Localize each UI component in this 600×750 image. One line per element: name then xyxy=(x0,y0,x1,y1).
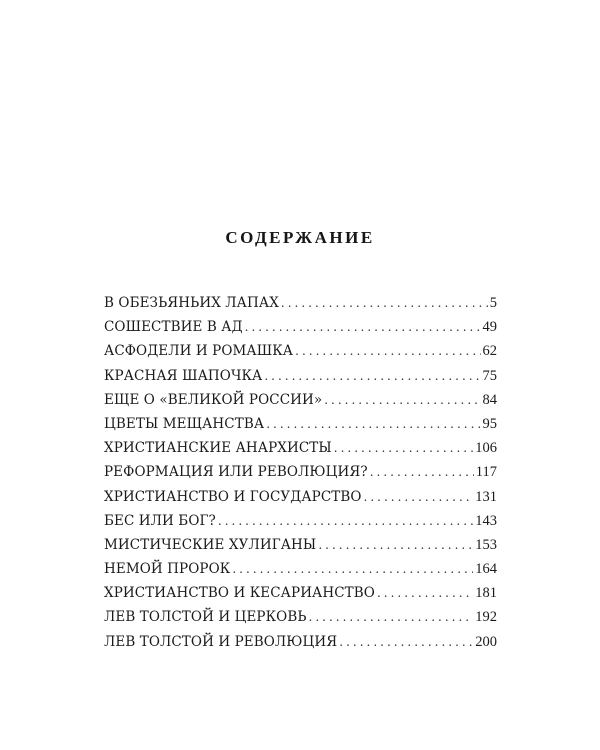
toc-entry-page-number: 106 xyxy=(475,440,497,457)
dot-leader xyxy=(364,485,474,509)
toc-entry[interactable] xyxy=(104,339,497,363)
toc-entry[interactable] xyxy=(104,412,497,436)
toc-entry-title: В ОБЕЗЬЯНЬИХ ЛАПАХ xyxy=(104,295,279,311)
toc-entry-page-number: 143 xyxy=(475,512,497,529)
toc-entry-page-number: 192 xyxy=(475,609,497,626)
toc-list xyxy=(104,291,497,654)
toc-entry-title: АСФОДЕЛИ И РОМАШКА xyxy=(104,343,294,360)
dot-leader xyxy=(370,460,474,484)
toc-entry-title: ЦВЕТЫ МЕЩАНСТВА xyxy=(104,415,265,432)
toc-entry[interactable] xyxy=(104,605,497,629)
toc-entry[interactable] xyxy=(104,509,497,533)
toc-entry[interactable] xyxy=(104,436,497,460)
toc-entry-page-number: 95 xyxy=(482,415,497,432)
toc-entry[interactable] xyxy=(104,630,497,654)
toc-entry-title: ЕЩЕ О «ВЕЛИКОЙ РОССИИ» xyxy=(104,391,323,408)
toc-entry[interactable] xyxy=(104,315,497,339)
toc-entry-title: ЛЕВ ТОЛСТОЙ И ЦЕРКОВЬ xyxy=(104,609,307,626)
toc-heading: СОДЕРЖАНИЕ xyxy=(225,228,375,247)
toc-entry-page-number: 131 xyxy=(475,488,497,505)
toc-entry-page-number: 62 xyxy=(482,343,497,360)
toc-entry-title: МИСТИЧЕСКИЕ ХУЛИГАНЫ xyxy=(104,536,317,553)
dot-leader xyxy=(324,388,480,412)
toc-entry-page-number: 84 xyxy=(482,391,497,408)
toc-entry-title: ХРИСТИАНСТВО И КЕСАРИАНСТВО xyxy=(104,585,375,602)
toc-entry[interactable] xyxy=(104,581,497,605)
toc-entry-page-number: 200 xyxy=(475,633,497,650)
toc-entry-title: СОШЕСТВИЕ В АД xyxy=(104,319,243,336)
dot-leader xyxy=(232,557,473,581)
toc-entry-page-number: 153 xyxy=(475,536,497,553)
toc-entry-title: ХРИСТИАНСТВО И ГОСУДАРСТВО xyxy=(104,488,362,505)
toc-entry-page-number: 75 xyxy=(482,367,497,384)
toc-entry-page-number: 164 xyxy=(475,561,497,578)
dot-leader xyxy=(295,339,480,363)
toc-entry[interactable] xyxy=(104,291,497,315)
dot-leader xyxy=(339,630,473,654)
dot-leader xyxy=(309,605,474,629)
toc-entry-title: КРАСНАЯ ШАПОЧКА xyxy=(104,367,263,384)
toc-entry[interactable] xyxy=(104,364,497,388)
toc-entry-title: БЕС ИЛИ БОГ? xyxy=(104,512,216,529)
toc-entry-title: ХРИСТИАНСКИЕ АНАРХИСТЫ xyxy=(104,440,332,457)
toc-entry-page-number: 49 xyxy=(482,319,497,336)
dot-leader xyxy=(245,315,481,339)
toc-entry[interactable] xyxy=(104,533,497,557)
dot-leader xyxy=(334,436,473,460)
toc-entry[interactable] xyxy=(104,557,497,581)
dot-leader xyxy=(264,364,480,388)
dot-leader xyxy=(318,533,473,557)
dot-leader xyxy=(281,291,488,315)
toc-entry[interactable] xyxy=(104,460,497,484)
toc-entry-page-number: 117 xyxy=(475,464,497,481)
toc-entry[interactable] xyxy=(104,388,497,412)
toc-entry[interactable] xyxy=(104,485,497,509)
toc-entry-page-number: 181 xyxy=(475,585,497,602)
toc-entry-title: РЕФОРМАЦИЯ ИЛИ РЕВОЛЮЦИЯ? xyxy=(104,464,368,481)
dot-leader xyxy=(377,581,473,605)
toc-entry-title: ЛЕВ ТОЛСТОЙ И РЕВОЛЮЦИЯ xyxy=(104,633,338,650)
toc-entry-title: НЕМОЙ ПРОРОК xyxy=(104,561,231,578)
dot-leader xyxy=(218,509,473,533)
toc-entry-page-number: 5 xyxy=(489,295,497,311)
dot-leader xyxy=(266,412,480,436)
